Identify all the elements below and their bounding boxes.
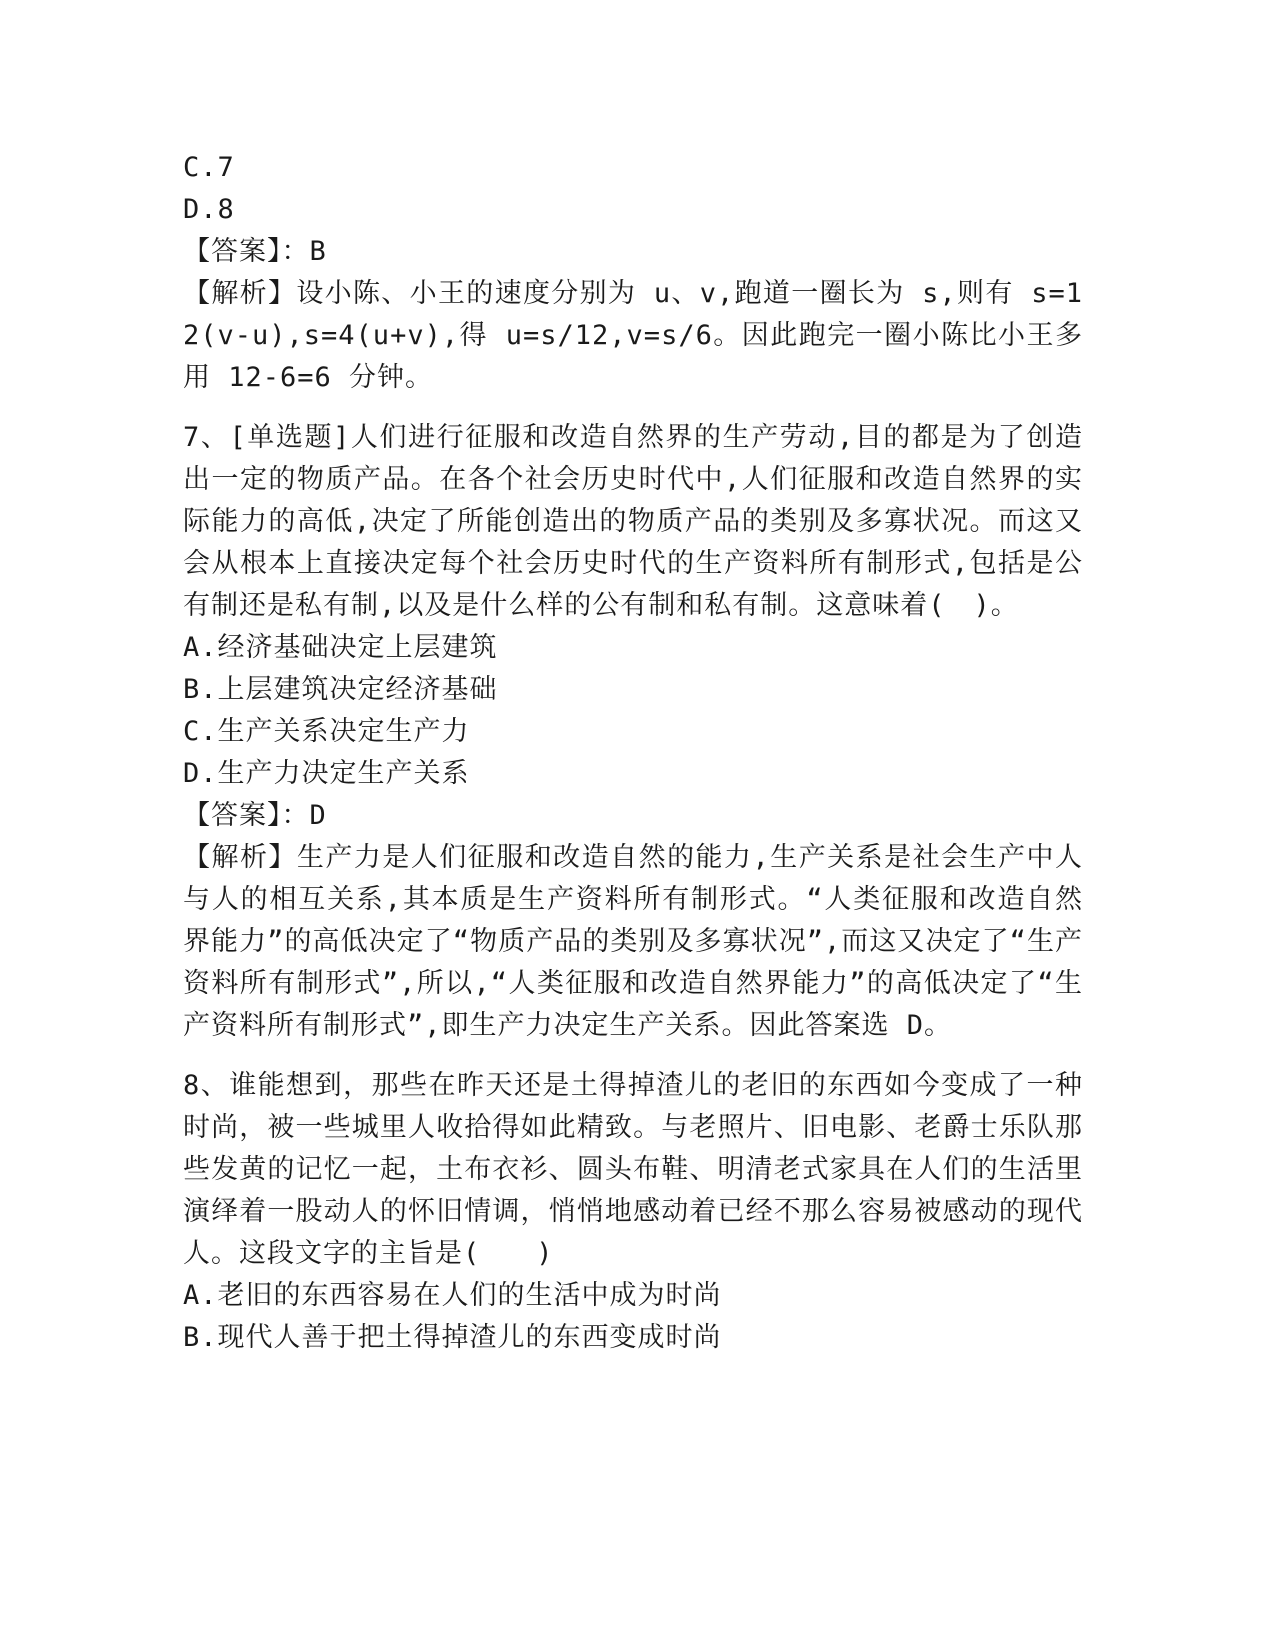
option-c: C.生产关系决定生产力	[183, 716, 470, 747]
answer: 【答案】：D	[183, 800, 327, 831]
question-text: 7、[单选题]人们进行征服和改造自然界的生产劳动,目的都是为了创造出一定的物质产品。在各个社会历史时代中,人们征服和改造自然界的实际能力的高低,决定了所能创造出的物质产品的类别及多寡状况。而这又会从根本上直接决定每个社会历史时代的生产资料所有制形式,包括是公有制还是私有制,以及是什么样的公有制和私有制。这意味着( )。	[183, 422, 1083, 621]
option-c: C.7	[183, 152, 235, 183]
spacer	[183, 1047, 1083, 1065]
question-text: 8、谁能想到，那些在昨天还是土得掉渣儿的老旧的东西如今变成了一种时尚，被一些城里人收拾得如此精致。与老照片、旧电影、老爵士乐队那些发黄的记忆一起，土布衣衫、圆头布鞋、明清老式家具在人们的生活里演绎着一股动人的怀旧情调，悄悄地感动着已经不那么容易被感动的现代人。这段文字的主旨是( )	[183, 1070, 1083, 1269]
option-a: A.老旧的东西容易在人们的生活中成为时尚	[183, 1280, 722, 1311]
option-d: D.生产力决定生产关系	[183, 758, 470, 789]
question-7	[183, 417, 1083, 1047]
question-8	[183, 1065, 1083, 1359]
analysis: 【解析】设小陈、小王的速度分别为 u、v,跑道一圈长为 s,则有 s=12(v-u),s=4(u+v),得 u=s/12,v=s/6。因此跑完一圈小陈比小王多用 12-6=6 分钟。	[183, 278, 1083, 393]
option-a: A.经济基础决定上层建筑	[183, 632, 498, 663]
option-b: B.上层建筑决定经济基础	[183, 674, 498, 705]
analysis: 【解析】生产力是人们征服和改造自然的能力,生产关系是社会生产中人与人的相互关系,其本质是生产资料所有制形式。“人类征服和改造自然界能力”的高低决定了“物质产品的类别及多寡状况”,而这又决定了“生产资料所有制形式”,所以,“人类征服和改造自然界能力”的高低决定了“生产资料所有制形式”,即生产力决定生产关系。因此答案选 D。	[183, 842, 1083, 1041]
option-b: B.现代人善于把土得掉渣儿的东西变成时尚	[183, 1322, 722, 1353]
spacer	[183, 399, 1083, 417]
question-6-tail	[183, 147, 1083, 399]
option-d: D.8	[183, 194, 235, 225]
document-page	[183, 147, 1083, 1359]
answer: 【答案】：B	[183, 236, 327, 267]
